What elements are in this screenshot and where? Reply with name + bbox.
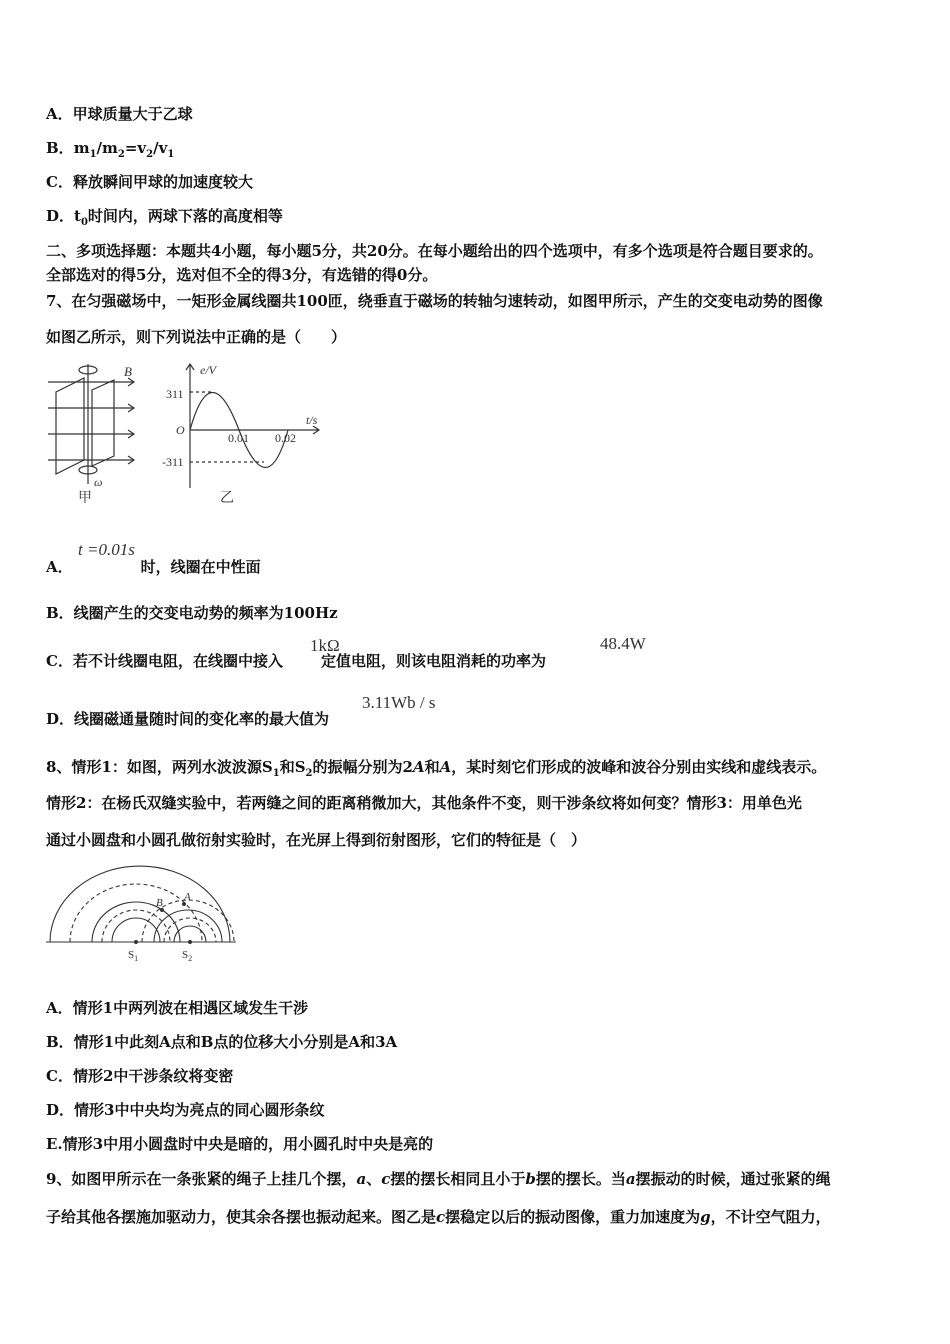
source-s1-label: $S_1$ [128, 949, 139, 963]
figure-jia-label: 甲 [78, 491, 92, 506]
q7-option-b: B．线圈产生的交变电动势的频率为100Hz [46, 604, 338, 622]
q7-option-c: C．若不计线圈电阻，在线圈中接入 定值电阻，则该电阻消耗的功率为 [46, 652, 546, 670]
field-b-label: B [124, 364, 132, 379]
q6-option-b-formula: $m_1/m_2=v_2/v_1$ [73, 139, 175, 160]
x-tick-002: 0.02 [275, 431, 296, 445]
x-tick-001: 0.01 [228, 431, 249, 445]
q8-option-b: B．情形1中此刻A点和B点的位移大小分别是A和3A [46, 1033, 398, 1051]
x-axis-label: t/s [306, 413, 318, 427]
q7-option-a: A． 时，线圈在中性面 [46, 558, 261, 576]
omega-label: ω [94, 475, 103, 489]
q6-option-b [46, 137, 174, 160]
figure-yi-label: 乙 [220, 491, 234, 506]
q8-stem-line2: 情形2：在杨氏双缝实验中，若两缝之间的距离稍微加大，其他条件不变，则干涉条纹将如何变？情形3：用单色光 [46, 794, 802, 812]
q8-stem-line1: 8、情形1：如图，两列水波波源$S_1$和$S_2$的振幅分别为2A和A，某时刻它们形成的波峰和波谷分别由实线和虚线表示。 [46, 758, 827, 779]
q8-option-c: C．情形2中干涉条纹将变密 [46, 1067, 234, 1085]
q7-option-c-resistance: 1kΩ [310, 636, 340, 655]
section-heading-line2: 全部选对的得5分，选对但不全的得3分，有选错的得0分。 [46, 266, 438, 284]
emf-graph [186, 364, 319, 488]
point-a-label: A [184, 891, 191, 903]
y-axis-label: e/V [200, 363, 216, 377]
q9-stem-line1: 9、如图甲所示在一条张紧的绳子上挂几个摆，a、c摆的摆长相同且小于b摆的摆长。当a摆振动的时候，通过张紧的绳 [46, 1170, 831, 1188]
q6-option-b-prefix: B． [46, 139, 74, 157]
q7-figure [44, 360, 344, 510]
q6-option-a: A．甲球质量大于乙球 [46, 105, 193, 123]
q9-stem-line2: 子给其他各摆施加驱动力，使其余各摆也振动起来。图乙是c摆稳定以后的振动图像，重力加速度为g，不计空气阻力， [46, 1208, 831, 1226]
q7-stem-line1: 7、在匀强磁场中，一矩形金属线圈共100匝，绕垂直于磁场的转轴匀速转动，如图甲所示，产生的交变电动势的图像 [46, 292, 823, 310]
q8-option-a: A．情形1中两列波在相遇区域发生干涉 [46, 999, 309, 1017]
q6-option-d: D．$t_0$时间内，两球下落的高度相等 [46, 207, 283, 228]
q7-option-d-math: 3.11Wb / s [362, 693, 436, 712]
q8-option-d: D．情形3中中央均为亮点的同心圆形条纹 [46, 1101, 325, 1119]
origin-label: O [176, 423, 185, 437]
source-s2-label: $S_2$ [182, 949, 193, 963]
y-tick-positive: 311 [166, 387, 184, 401]
coil-diagram [48, 364, 134, 484]
q8-wave-figure [44, 862, 244, 966]
q8-option-e: E.情形3中用小圆盘时中央是暗的，用小圆孔时中央是亮的 [46, 1135, 434, 1153]
section-heading-line1: 二、多项选择题：本题共4小题，每小题5分，共20分。在每小题给出的四个选项中，有多个选项是符合题目要求的。 [46, 242, 823, 260]
q7-option-a-math: t =0.01s [78, 540, 135, 559]
point-b-label: B [156, 897, 163, 909]
y-tick-negative: -311 [162, 455, 184, 469]
q7-option-d: D．线圈磁通量随时间的变化率的最大值为 [46, 710, 330, 728]
q7-option-c-power: 48.4W [600, 634, 646, 653]
q8-stem-line3: 通过小圆盘和小圆孔做衍射实验时，在光屏上得到衍射图形，它们的特征是（ ） [46, 831, 587, 849]
q7-stem-line2: 如图乙所示，则下列说法中正确的是（ ） [46, 328, 347, 346]
q6-option-c: C．释放瞬间甲球的加速度较大 [46, 173, 253, 191]
